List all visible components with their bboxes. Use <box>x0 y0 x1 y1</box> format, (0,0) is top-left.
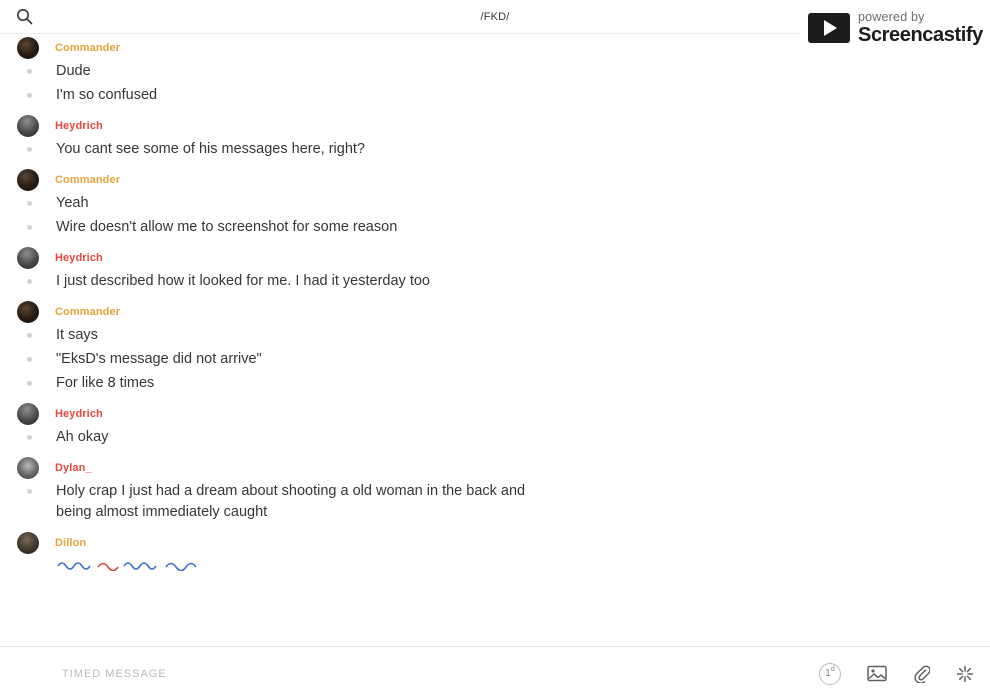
message-row[interactable] <box>0 348 966 370</box>
message-status-dot-col <box>18 270 40 284</box>
message-row[interactable] <box>0 192 966 214</box>
message-row[interactable] <box>0 216 966 238</box>
message-text: I just described how it looked for me. I had it yesterday too <box>56 273 430 289</box>
sender-name[interactable]: Dillon <box>55 537 87 549</box>
watermark-brand: Screencastify <box>858 24 983 47</box>
message-group <box>0 404 990 448</box>
sender-name[interactable]: Heydrich <box>55 408 103 420</box>
avatar[interactable] <box>17 403 39 425</box>
unread-dot-icon <box>27 147 32 152</box>
message-text: It says <box>56 327 98 343</box>
message-row[interactable] <box>0 60 966 82</box>
handwriting-scribble <box>56 555 216 571</box>
top-bar <box>0 0 990 47</box>
play-logo-icon <box>808 13 850 43</box>
message-status-dot-col <box>18 555 40 564</box>
message-group <box>0 533 990 571</box>
timer-unit: d <box>830 666 835 673</box>
unread-dot-icon <box>27 69 32 74</box>
message-status-dot-col <box>18 216 40 230</box>
message-text: Wire doesn't allow me to screenshot for some reason <box>56 219 398 235</box>
avatar[interactable] <box>17 37 39 59</box>
message-text: "EksD's message did not arrive" <box>56 351 262 367</box>
search-button[interactable] <box>0 8 48 25</box>
sender-name[interactable]: Heydrich <box>55 120 103 132</box>
conversation-title: /FKD/ <box>480 10 510 23</box>
message-text: You cant see some of his messages here, right? <box>56 141 365 157</box>
message-status-dot-col <box>18 324 40 338</box>
message-group <box>0 302 990 394</box>
paperclip-icon[interactable] <box>913 665 930 683</box>
message-group <box>0 170 990 238</box>
message-group-header <box>0 404 966 424</box>
message-group-header <box>0 116 966 136</box>
message-text: Ah okay <box>56 429 109 445</box>
message-row[interactable] <box>0 372 966 394</box>
message-list[interactable] <box>0 34 990 646</box>
message-input-bar[interactable] <box>0 646 990 700</box>
message-group-header <box>0 533 966 553</box>
message-text: Yeah <box>56 195 89 211</box>
avatar[interactable] <box>17 169 39 191</box>
avatar[interactable] <box>17 301 39 323</box>
avatar[interactable] <box>17 532 39 554</box>
message-text: Holy crap I just had a dream about shooting a old woman in the back and being almost immediately caught <box>56 483 526 520</box>
message-row[interactable] <box>0 555 966 571</box>
message-row[interactable] <box>0 324 966 346</box>
message-row[interactable] <box>0 138 966 160</box>
timer-value: 1 <box>825 668 831 679</box>
avatar[interactable] <box>17 457 39 479</box>
message-group <box>0 116 990 160</box>
sender-name[interactable]: Dylan_ <box>55 462 92 474</box>
message-group-header <box>0 458 966 478</box>
unread-dot-icon <box>27 435 32 440</box>
watermark-text <box>858 11 983 46</box>
message-status-dot-col <box>18 348 40 362</box>
message-text: I'm so confused <box>56 87 158 103</box>
message-row[interactable] <box>0 426 966 448</box>
message-input[interactable]: TIMED MESSAGE <box>62 667 167 680</box>
watermark-powered-by: powered by <box>858 9 925 24</box>
screencastify-watermark <box>800 6 990 50</box>
sender-name[interactable]: Commander <box>55 306 121 318</box>
message-status-dot-col <box>18 426 40 440</box>
unread-dot-icon <box>27 357 32 362</box>
ping-sparkle-icon[interactable] <box>956 665 974 683</box>
image-icon[interactable] <box>867 665 887 682</box>
unread-dot-icon <box>27 279 32 284</box>
unread-dot-icon <box>27 381 32 386</box>
ephemeral-timer-button[interactable] <box>819 663 841 685</box>
unread-dot-icon <box>27 201 32 206</box>
message-group-header <box>0 302 966 322</box>
message-row[interactable] <box>0 84 966 106</box>
message-text: Dude <box>56 63 91 79</box>
message-status-dot-col <box>18 372 40 386</box>
message-text: For like 8 times <box>56 375 155 391</box>
sender-name[interactable]: Heydrich <box>55 252 103 264</box>
avatar[interactable] <box>17 247 39 269</box>
avatar[interactable] <box>17 115 39 137</box>
message-status-dot-col <box>18 192 40 206</box>
message-group-header <box>0 248 966 268</box>
message-row[interactable] <box>0 480 966 523</box>
unread-dot-icon <box>27 93 32 98</box>
unread-dot-icon <box>27 333 32 338</box>
message-status-dot-col <box>18 480 40 494</box>
search-icon[interactable] <box>16 8 33 25</box>
message-group-header <box>0 170 966 190</box>
message-status-dot-col <box>18 60 40 74</box>
unread-dot-icon <box>27 489 32 494</box>
input-actions <box>819 663 974 685</box>
sender-name[interactable]: Commander <box>55 42 121 54</box>
message-status-dot-col <box>18 138 40 152</box>
message-row[interactable] <box>0 270 966 292</box>
message-status-dot-col <box>18 84 40 98</box>
message-group <box>0 458 990 523</box>
message-group <box>0 248 990 292</box>
sender-name[interactable]: Commander <box>55 174 121 186</box>
unread-dot-icon <box>27 225 32 230</box>
